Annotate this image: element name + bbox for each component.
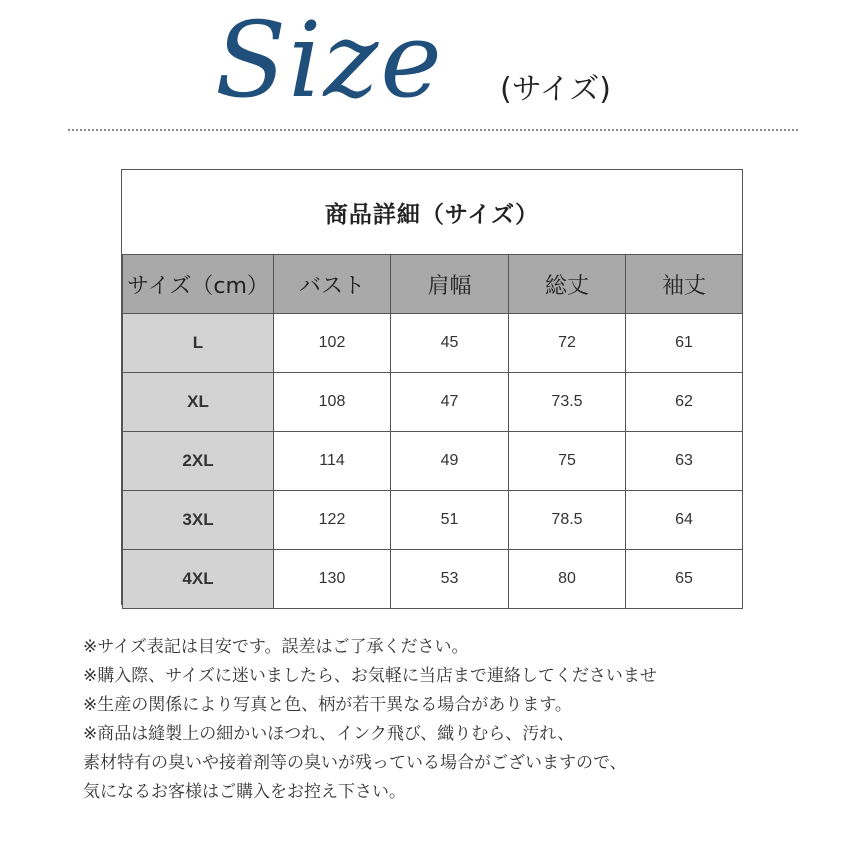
- length-cell: 75: [509, 432, 626, 491]
- table-row: [123, 432, 743, 491]
- bust-cell: 108: [274, 373, 391, 432]
- size-script-title: Size: [215, 0, 444, 121]
- note-line: ※商品は縫製上の細かいほつれ、インク飛び、織りむら、汚れ、: [83, 724, 575, 744]
- dotted-divider: [68, 129, 798, 131]
- length-cell: 80: [509, 550, 626, 609]
- shoulder-cell: 51: [391, 491, 509, 550]
- page-header: [0, 0, 866, 140]
- shoulder-cell: 49: [391, 432, 509, 491]
- column-header-sleeve: 袖丈: [626, 255, 743, 314]
- shoulder-cell: 47: [391, 373, 509, 432]
- sleeve-cell: 62: [626, 373, 743, 432]
- table-row: [123, 314, 743, 373]
- bust-cell: 122: [274, 491, 391, 550]
- note-line: ※生産の関係により写真と色、柄が若干異なる場合があります。: [83, 695, 572, 715]
- length-cell: 78.5: [509, 491, 626, 550]
- size-table: [122, 254, 743, 609]
- sleeve-cell: 63: [626, 432, 743, 491]
- size-cell: XL: [123, 373, 274, 432]
- size-table-box: [121, 169, 743, 605]
- bust-cell: 114: [274, 432, 391, 491]
- sleeve-cell: 65: [626, 550, 743, 609]
- note-line: ※サイズ表記は目安です。誤差はご了承ください。: [83, 637, 469, 657]
- sleeve-cell: 64: [626, 491, 743, 550]
- shoulder-cell: 53: [391, 550, 509, 609]
- size-cell: L: [123, 314, 274, 373]
- size-cell: 3XL: [123, 491, 274, 550]
- bust-cell: 102: [274, 314, 391, 373]
- note-line: 素材特有の臭いや接着剤等の臭いが残っている場合がございますので、: [83, 753, 627, 773]
- length-cell: 72: [509, 314, 626, 373]
- table-row: [123, 373, 743, 432]
- column-header-length: 総丈: [509, 255, 626, 314]
- size-cell: 2XL: [123, 432, 274, 491]
- notes-block: [83, 633, 843, 807]
- column-header-bust: バスト: [274, 255, 391, 314]
- sleeve-cell: 61: [626, 314, 743, 373]
- note-line: 気になるお客様はご購入をお控え下さい。: [83, 782, 406, 802]
- note-line: ※購入際、サイズに迷いましたら、お気軽に当店まで連絡してくださいませ: [83, 666, 657, 686]
- size-cell: 4XL: [123, 550, 274, 609]
- size-subtitle: (サイズ): [500, 72, 612, 107]
- table-title: 商品詳細（サイズ）: [324, 200, 540, 228]
- table-header-row: [123, 255, 743, 314]
- column-header-size: サイズ（cm）: [123, 255, 274, 314]
- column-header-shoulder: 肩幅: [391, 255, 509, 314]
- length-cell: 73.5: [509, 373, 626, 432]
- bust-cell: 130: [274, 550, 391, 609]
- table-row: [123, 550, 743, 609]
- table-row: [123, 491, 743, 550]
- shoulder-cell: 45: [391, 314, 509, 373]
